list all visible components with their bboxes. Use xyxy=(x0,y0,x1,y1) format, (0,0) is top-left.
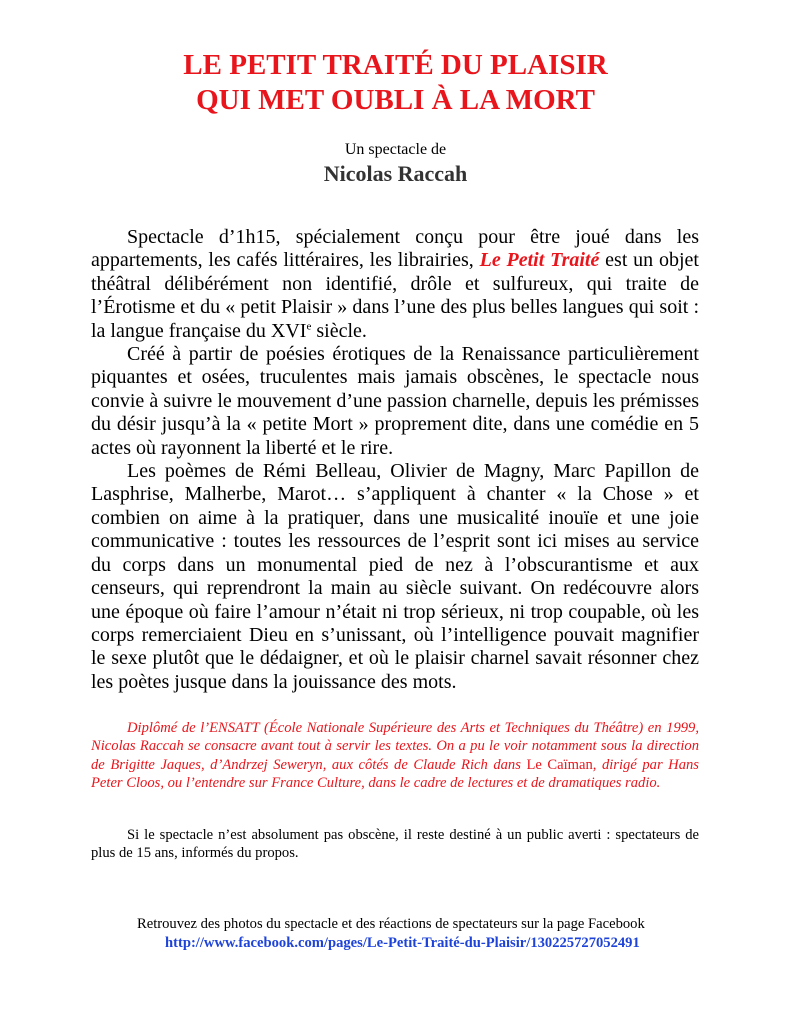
p1-text-b: est un objet théâtral délibérément non identifié, drôle et sulfureux, qui traite de l’Érotisme et du « petit Plaisir » dans l’une des plus belles langues qui soit : la langue française du XVI xyxy=(91,249,699,342)
bio-play-title: Le Caïman xyxy=(526,756,593,773)
warning-paragraph: Si le spectacle n’est absolument pas obscène, il reste destiné à un public averti : spectateurs de plus de 15 ans, informés du propos. xyxy=(91,827,699,862)
bio-text-a: Diplômé de l’ENSATT (École Nationale Supérieure des Arts et Techniques du Théâtre) en 1999, Nicolas Raccah se consacre avant tout à servir les textes. On a pu le voir notamment sous la direction de Brigitte Jaques, d’Andrzej Seweryn, aux côtés de Claude Rich dans xyxy=(91,720,699,773)
subtitle: Un spectacle de xyxy=(344,141,447,158)
bio-text-b: , dirigé par Hans Peter Cloos, ou l’entendre sur France Culture, dans le cadre de lectures et de dramatiques radio. xyxy=(91,756,699,791)
audience-warning xyxy=(91,826,699,863)
page-title xyxy=(0,48,791,118)
author-name: Nicolas Raccah xyxy=(323,161,468,186)
paragraph-3: Les poèmes de Rémi Belleau, Olivier de Magny, Marc Papillon de Lasphrise, Malherbe, Marot… s’appliquent à chanter « la Chose » et combien on aime à la pratiquer, dans une musicalité inouïe et une joie communicative : toutes les ressources de l’esprit sont ici mises au service du corps dans un monumental pied de nez à l’obscurantisme et aux censeurs, qui reprendront la main au siècle suivant. On redécouvre alors une époque où faire l’amour n’était ni trop sérieux, ni trop coupable, où les corps remerciaient Dieu en s’unissant, où l’intelligence pouvait magnifier le sexe plutôt que le dédaigner, et où le plaisir charnel savait résonner chez les poètes jusque dans la jouissance des mots. xyxy=(91,460,699,693)
main-text xyxy=(91,226,699,694)
paragraph-1 xyxy=(91,226,699,343)
title-line-2: QUI MET OUBLI À LA MORT xyxy=(196,84,595,116)
paragraph-2: Créé à partir de poésies érotiques de la Renaissance particulièrement piquantes et osées, truculentes mais jamais obscènes, le spectacle nous convie à suivre le mouvement d’une passion charnelle, depuis les prémisses du désir jusqu’à la « petite Mort » proprement dite, dans une comédie en 5 actes où rayonnent la liberté et le rire. xyxy=(91,343,699,459)
show-title-inline: Le Petit Traité xyxy=(479,249,600,272)
facebook-link[interactable]: http://www.facebook.com/pages/Le-Petit-Traité-du-Plaisir/130225727052491 xyxy=(165,935,640,951)
bio-paragraph xyxy=(91,719,699,792)
century-superscript: e xyxy=(306,319,312,332)
footer xyxy=(91,915,699,953)
p1-text-a: Spectacle d’1h15, spécialement conçu pour être joué dans les appartements, les cafés littéraires, les librairies, xyxy=(91,226,699,272)
author-bio xyxy=(91,719,699,792)
title-line-1: LE PETIT TRAITÉ DU PLAISIR xyxy=(183,49,608,81)
p1-text-c: siècle. xyxy=(316,319,367,342)
footer-text: Retrouvez des photos du spectacle et des réactions de spectateurs sur la page Facebook xyxy=(137,916,645,932)
